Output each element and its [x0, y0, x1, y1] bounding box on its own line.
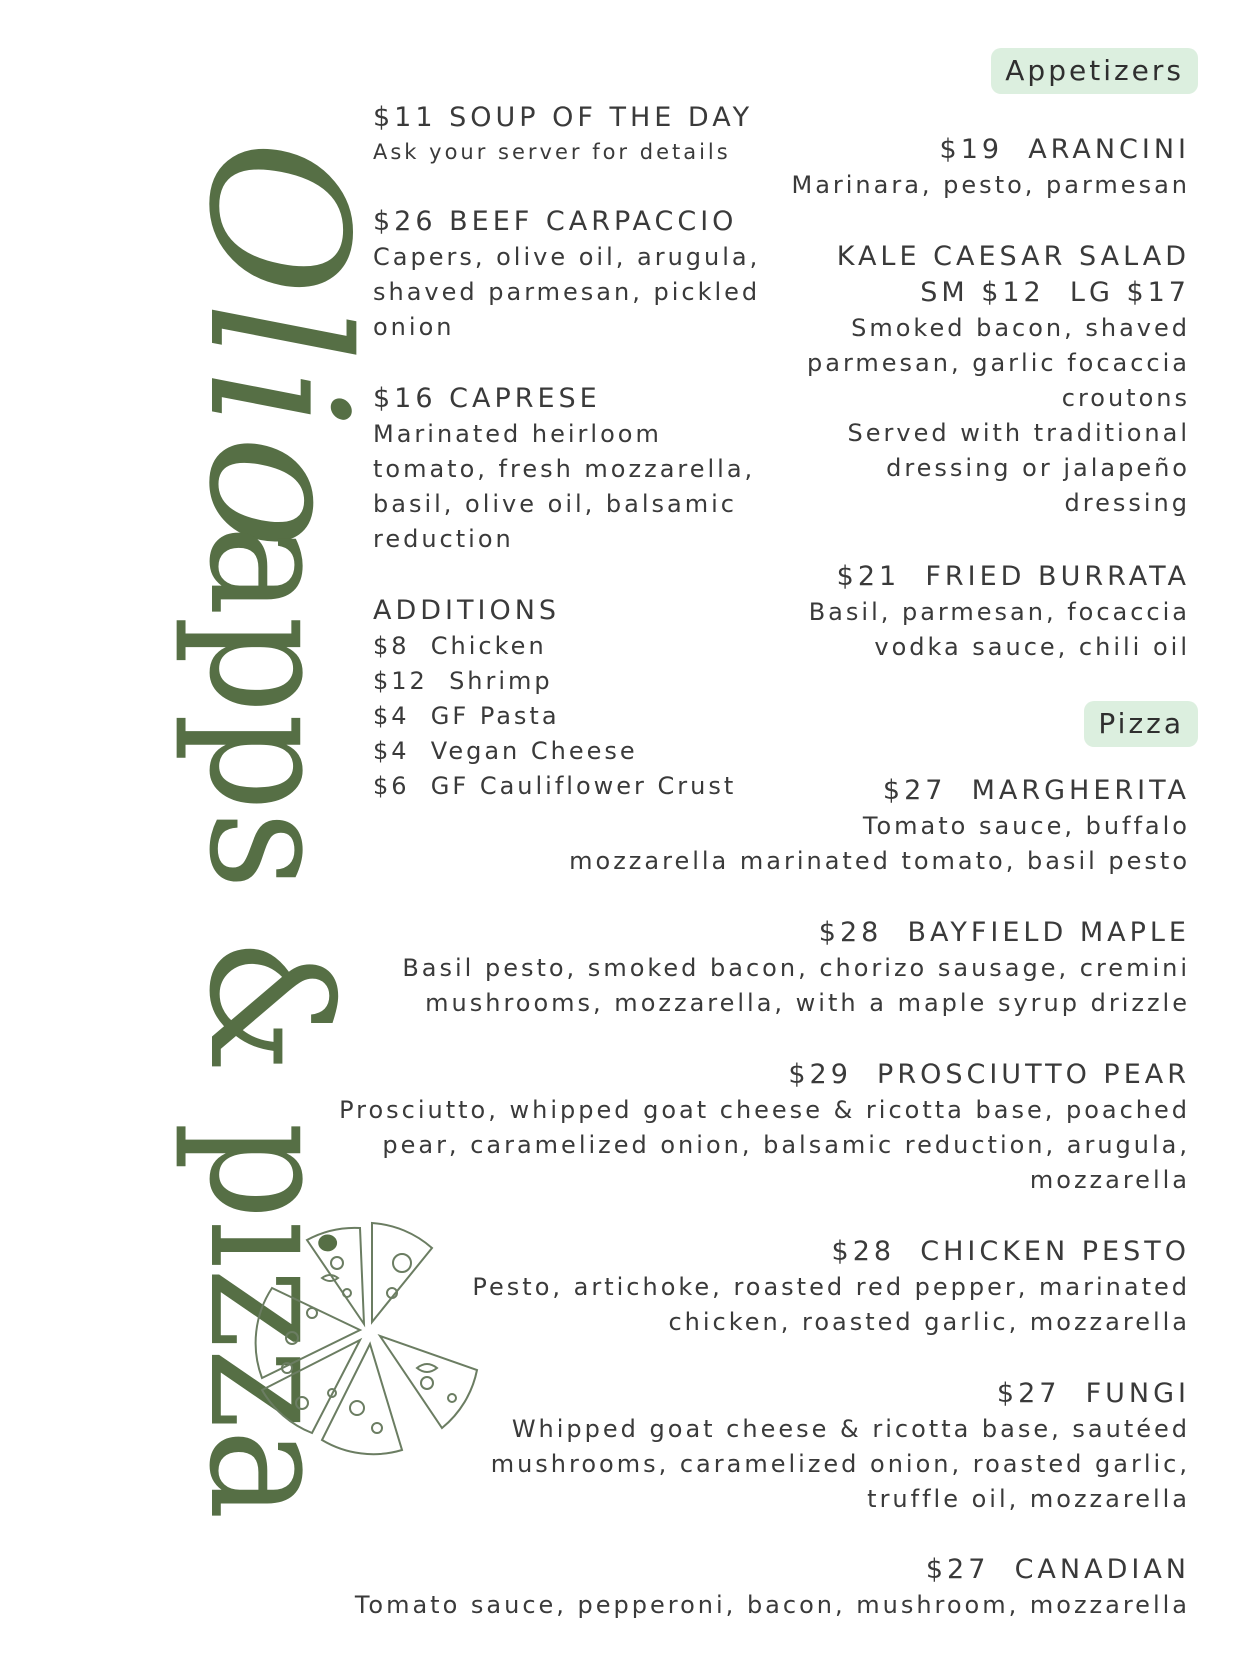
- item-title: $27 CANADIAN: [925, 1554, 1190, 1585]
- item-desc: shaved parmesan, pickled: [373, 278, 761, 306]
- item-desc: Served with traditional: [847, 419, 1190, 447]
- item-desc: Pesto, artichoke, roasted red pepper, marinated: [472, 1273, 1190, 1301]
- item-desc: parmesan, garlic focaccia: [807, 349, 1190, 377]
- brand-script: Olio: [167, 140, 388, 556]
- item-desc: Whipped goat cheese & ricotta base, sautéed: [511, 1415, 1190, 1443]
- pizza-item: [491, 1376, 1190, 1517]
- menu-item: [373, 381, 773, 557]
- additions-title: ADDITIONS: [373, 595, 561, 626]
- item-desc: Prosciutto, whipped goat cheese & ricotta base, poached: [339, 1096, 1190, 1124]
- item-desc: croutons: [1061, 384, 1190, 412]
- appetizer-item: [791, 132, 1190, 203]
- menu-item: [373, 204, 773, 345]
- appetizer-item: [809, 559, 1190, 665]
- item-desc: mozzarella marinated tomato, basil pesto: [569, 847, 1190, 875]
- item-title: $27 FUNGI: [996, 1378, 1190, 1409]
- item-desc: dressing or jalapeño: [886, 454, 1190, 482]
- item-desc: basil, olive oil, balsamic: [373, 490, 737, 518]
- item-desc: Capers, olive oil, arugula,: [373, 243, 761, 271]
- appetizer-item: [807, 239, 1190, 521]
- item-desc: onion: [373, 313, 455, 341]
- item-title: $28 CHICKEN PESTO: [831, 1236, 1190, 1267]
- item-desc: Marinated heirloom: [373, 420, 662, 448]
- pizza-label: Pizza: [1084, 701, 1198, 747]
- item-desc: reduction: [373, 525, 514, 553]
- left-column: [373, 100, 773, 840]
- addition-item: $4 GF Pasta: [373, 702, 560, 730]
- pizza-item: [339, 1057, 1190, 1198]
- item-desc: dressing: [1064, 489, 1190, 517]
- pizza-slices-icon: [252, 1218, 482, 1453]
- pizza-item: [355, 1552, 1190, 1623]
- item-desc: mushrooms, mozzarella, with a maple syrup drizzle: [425, 989, 1190, 1017]
- item-title: KALE CAESAR SALAD: [836, 241, 1190, 272]
- item-desc: Tomato sauce, buffalo: [862, 812, 1190, 840]
- item-desc: truffle oil, mozzarella: [867, 1485, 1190, 1513]
- brand-wordmark: [30, 130, 388, 1635]
- addition-item: $6 GF Cauliflower Crust: [373, 772, 737, 800]
- appetizers-label: Appetizers: [991, 48, 1198, 94]
- pizza-item: [569, 773, 1190, 879]
- item-title: $27 MARGHERITA: [882, 775, 1190, 806]
- item-title: $21 FRIED BURRATA: [836, 561, 1190, 592]
- item-desc: Basil, parmesan, focaccia: [808, 598, 1190, 626]
- brand-subtitle: apps & pizza: [171, 525, 369, 1635]
- item-desc: Tomato sauce, pepperoni, bacon, mushroom, mozzarella: [354, 1591, 1190, 1619]
- item-price: SM $12 LG $17: [920, 277, 1190, 308]
- item-desc: tomato, fresh mozzarella,: [373, 455, 756, 483]
- pizza-item: [472, 1234, 1190, 1340]
- addition-item: $12 Shrimp: [373, 667, 553, 695]
- menu-item: [373, 100, 773, 168]
- item-desc: Basil pesto, smoked bacon, chorizo sausage, cremini: [402, 954, 1190, 982]
- item-desc: Marinara, pesto, parmesan: [791, 171, 1190, 199]
- item-title: $19 ARANCINI: [939, 134, 1190, 165]
- item-title: $29 PROSCIUTTO PEAR: [788, 1059, 1190, 1090]
- item-title: $11 SOUP OF THE DAY: [373, 102, 754, 133]
- item-desc: pear, caramelized onion, balsamic reduction, arugula,: [382, 1131, 1190, 1159]
- addition-item: $4 Vegan Cheese: [373, 737, 638, 765]
- item-desc: vodka sauce, chili oil: [874, 633, 1190, 661]
- item-desc: Ask your server for details: [373, 140, 731, 164]
- item-desc: mushrooms, caramelized onion, roasted garlic,: [490, 1450, 1190, 1478]
- item-title: $28 BAYFIELD MAPLE: [818, 917, 1190, 948]
- item-desc: Smoked bacon, shaved: [851, 314, 1190, 342]
- addition-item: $8 Chicken: [373, 632, 547, 660]
- item-title: $26 BEEF CARPACCIO: [373, 206, 738, 237]
- item-desc: mozzarella: [1029, 1166, 1190, 1194]
- pizza-item: [402, 915, 1190, 1021]
- item-desc: chicken, roasted garlic, mozzarella: [668, 1308, 1190, 1336]
- item-title: $16 CAPRESE: [373, 383, 601, 414]
